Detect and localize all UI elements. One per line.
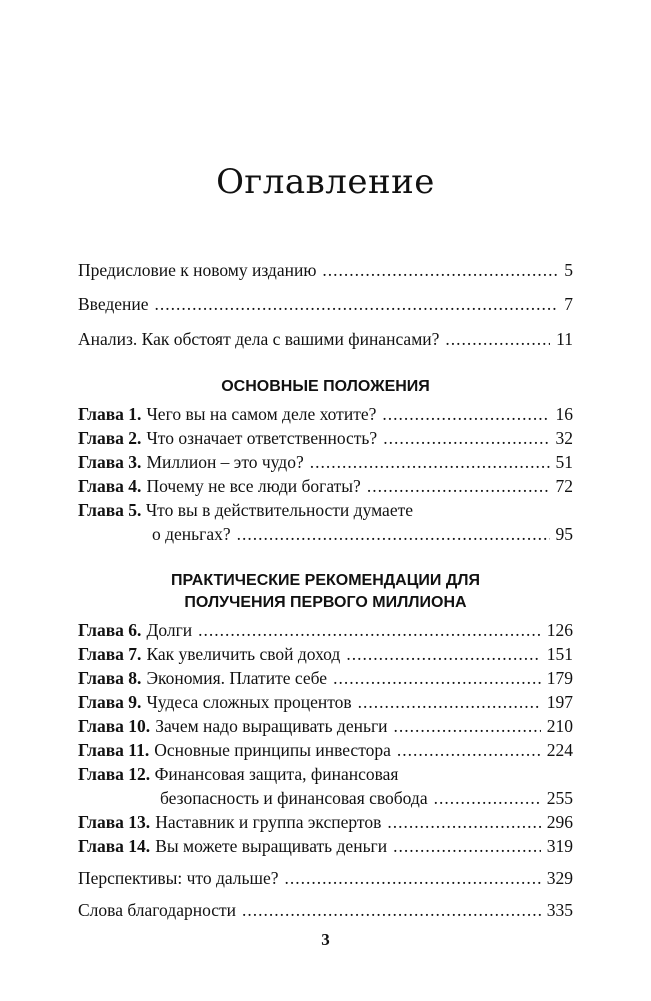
chapter-label: Глава 10. <box>78 716 151 736</box>
toc-entry[interactable] <box>78 866 573 890</box>
toc-entry[interactable] <box>78 810 573 834</box>
dot-leader <box>242 898 541 922</box>
page-title: Оглавление <box>216 162 435 202</box>
dot-leader <box>358 690 541 714</box>
toc-entry[interactable] <box>78 426 573 450</box>
toc-entry-first-line[interactable] <box>78 762 398 786</box>
dot-leader <box>155 292 559 316</box>
chapter-label: Глава 13. <box>78 812 151 832</box>
entry-page: 296 <box>546 812 573 832</box>
dot-leader <box>382 402 549 426</box>
dot-leader <box>346 642 540 666</box>
entry-page: 319 <box>546 836 573 856</box>
chapter-label: Глава 2. <box>78 428 142 448</box>
entry-page: 95 <box>555 524 573 544</box>
entry-page: 179 <box>546 668 573 688</box>
dot-leader <box>237 522 550 546</box>
entry-title: Зачем надо выращивать деньги <box>155 716 388 736</box>
page-number: 3 <box>321 930 330 949</box>
dot-leader <box>367 474 550 498</box>
chapter-label: Глава 7. <box>78 644 142 664</box>
entry-page: 151 <box>546 644 573 664</box>
entry-title: Чудеса сложных процентов <box>146 692 352 712</box>
entry-title: Перспективы: что дальше? <box>78 868 279 888</box>
toc-entry[interactable] <box>78 714 573 738</box>
chapter-label: Глава 4. <box>78 476 142 496</box>
dot-leader <box>394 714 541 738</box>
dot-leader <box>393 834 541 858</box>
toc-entry-continuation[interactable] <box>152 522 573 546</box>
dot-leader <box>310 450 550 474</box>
entry-title-continuation: о деньгах? <box>152 524 231 544</box>
toc-entry[interactable] <box>78 402 573 426</box>
section-heading: ПРАКТИЧЕСКИЕ РЕКОМЕНДАЦИИ ДЛЯ <box>171 572 480 589</box>
chapter-label: Глава 1. <box>78 404 142 424</box>
entry-title-continuation: безопасность и финансовая свобода <box>160 788 428 808</box>
entry-title: Предисловие к новому изданию <box>78 260 317 280</box>
toc-entry[interactable] <box>78 450 573 474</box>
entry-title: Вы можете выращивать деньги <box>155 836 388 856</box>
toc-entry-continuation[interactable] <box>160 786 573 810</box>
chapter-label: Глава 12. <box>78 764 151 784</box>
toc-entry[interactable] <box>78 898 573 922</box>
entry-title: Анализ. Как обстоят дела с вашими финансами? <box>78 329 440 349</box>
toc-entry[interactable] <box>78 642 573 666</box>
section-heading: ПОЛУЧЕНИЯ ПЕРВОГО МИЛЛИОНА <box>184 594 467 611</box>
entry-page: 329 <box>546 868 573 888</box>
entry-page: 32 <box>555 428 573 448</box>
dot-leader <box>198 618 541 642</box>
entry-title: Экономия. Платите себе <box>146 668 328 688</box>
toc-entry[interactable] <box>78 738 573 762</box>
chapter-label: Глава 14. <box>78 836 151 856</box>
entry-page: 7 <box>564 294 573 314</box>
entry-page: 72 <box>555 476 573 496</box>
entry-title: Слова благодарности <box>78 900 237 920</box>
toc-entry[interactable] <box>78 474 573 498</box>
entry-page: 5 <box>564 260 573 280</box>
toc-entry[interactable] <box>78 618 573 642</box>
entry-page: 335 <box>546 900 573 920</box>
dot-leader <box>383 426 549 450</box>
entry-title: Наставник и группа экспертов <box>155 812 382 832</box>
entry-title: Чего вы на самом деле хотите? <box>146 404 377 424</box>
chapter-label: Глава 3. <box>78 452 142 472</box>
entry-title: Основные принципы инвестора <box>154 740 391 760</box>
toc-entry-first-line[interactable] <box>78 498 413 522</box>
entry-title: Что означает ответственность? <box>146 428 378 448</box>
dot-leader <box>333 666 541 690</box>
entry-title: Финансовая защита, финансовая <box>154 764 399 784</box>
entry-page: 16 <box>555 404 573 424</box>
dot-leader <box>434 786 541 810</box>
entry-page: 126 <box>546 620 573 640</box>
chapter-label: Глава 8. <box>78 668 142 688</box>
entry-page: 255 <box>546 788 573 808</box>
entry-page: 197 <box>546 692 573 712</box>
dot-leader <box>387 810 540 834</box>
chapter-label: Глава 9. <box>78 692 142 712</box>
entry-title: Что вы в действительности думаете <box>145 500 414 520</box>
toc-entry[interactable] <box>78 690 573 714</box>
entry-page: 210 <box>546 716 573 736</box>
entry-title: Долги <box>146 620 193 640</box>
toc-entry[interactable] <box>78 327 573 351</box>
chapter-label: Глава 5. <box>78 500 142 520</box>
chapter-label: Глава 6. <box>78 620 142 640</box>
toc-entry[interactable] <box>78 666 573 690</box>
entry-page: 51 <box>555 452 573 472</box>
toc-entry[interactable] <box>78 258 573 282</box>
dot-leader <box>285 866 541 890</box>
dot-leader <box>322 258 558 282</box>
section-heading: ОСНОВНЫЕ ПОЛОЖЕНИЯ <box>221 378 430 395</box>
entry-title: Почему не все люди богаты? <box>146 476 361 496</box>
entry-title: Введение <box>78 294 149 314</box>
entry-title: Миллион – это чудо? <box>146 452 304 472</box>
entry-title: Как увеличить свой доход <box>146 644 341 664</box>
dot-leader <box>445 327 550 351</box>
entry-page: 11 <box>556 329 573 349</box>
toc-entry[interactable] <box>78 292 573 316</box>
dot-leader <box>397 738 541 762</box>
chapter-label: Глава 11. <box>78 740 150 760</box>
entry-page: 224 <box>546 740 573 760</box>
toc-entry[interactable] <box>78 834 573 858</box>
